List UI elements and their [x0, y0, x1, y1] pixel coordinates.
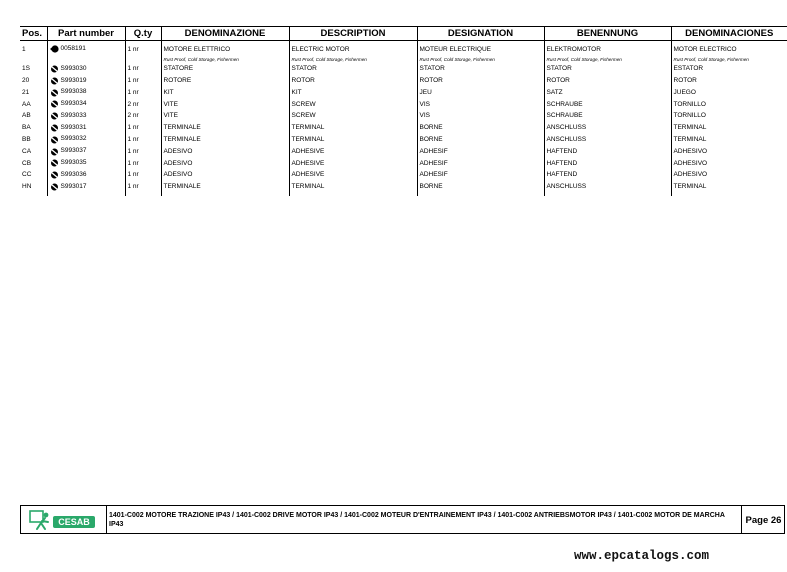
cell-description: SCREW	[289, 99, 417, 111]
cell-denominaciones: ROTOR	[671, 76, 787, 88]
cell-part-number[interactable]	[47, 76, 125, 88]
table-row[interactable]	[20, 111, 787, 123]
part-number-text: S993034	[60, 100, 87, 108]
header-description: DESCRIPTION	[289, 27, 417, 41]
cell-denominazione: VITE	[161, 99, 289, 111]
cell-denominazione: ROTORE	[161, 76, 289, 88]
document-title: 1401-C002 MOTORE TRAZIONE IP43 / 1401-C002 DRIVE MOTOR IP43 / 1401-C002 MOTEUR D'ENTRAINEMENT IP43 / 1401-C002 ANTRIEBSMOTOR IP43 / 1401-C002 MOTOR DE MARCHA IP43	[109, 512, 725, 528]
cell-part-number[interactable]	[47, 99, 125, 111]
cell-benennung: SCHRAUBE	[544, 111, 671, 123]
cell-denominazione: ADESIVO	[161, 170, 289, 182]
cell-benennung: ANSCHLUSS	[544, 182, 671, 194]
cell-denominazione: TERMINALE	[161, 134, 289, 146]
cell-denominaciones: ADHESIVO	[671, 146, 787, 158]
note-en: Rust Proof, Cold Storage, Fishermen	[289, 56, 417, 64]
cell-denominaciones: MOTOR ELECTRICO	[671, 44, 787, 56]
cell-qty: 1 nr	[125, 87, 161, 99]
cell-denominaciones: TERMINAL	[671, 134, 787, 146]
cell-part-number[interactable]	[47, 64, 125, 76]
watermark: www.epcatalogs.com	[574, 549, 710, 563]
cell-pos: 21	[22, 88, 30, 96]
header-designation: DESIGNATION	[417, 27, 544, 41]
cell-qty: 1 nr	[125, 64, 161, 76]
part-number-text: S993038	[60, 88, 87, 96]
split-circle-icon	[50, 65, 59, 73]
cell-benennung: ROTOR	[544, 76, 671, 88]
cell-pos: CC	[22, 171, 32, 179]
cell-denominazione: VITE	[161, 111, 289, 123]
table-row[interactable]	[20, 64, 787, 76]
table-row[interactable]	[20, 99, 787, 111]
cell-pos: BA	[22, 124, 31, 132]
cell-qty: 1 nr	[125, 170, 161, 182]
cell-denominazione: TERMINALE	[161, 182, 289, 194]
header-part-number: Part number	[47, 27, 125, 41]
part-number-text: S993033	[60, 111, 87, 119]
part-number-text: S993017	[60, 182, 87, 190]
cell-denominaciones: JUEGO	[671, 87, 787, 99]
cell-benennung: HAFTEND	[544, 158, 671, 170]
cell-qty: 1 nr	[125, 146, 161, 158]
split-circle-icon	[50, 159, 59, 167]
split-circle-icon	[50, 171, 59, 179]
part-number-text: S993019	[60, 76, 87, 84]
cell-qty: 1 nr	[125, 134, 161, 146]
note-es: Rust Proof, Cold Storage, Fishermen	[671, 56, 787, 64]
cell-pos: HN	[22, 183, 32, 191]
cesab-figure-icon	[29, 509, 51, 531]
cell-benennung: HAFTEND	[544, 146, 671, 158]
cell-part-number[interactable]	[47, 123, 125, 135]
cell-description: SCREW	[289, 111, 417, 123]
cell-description: ROTOR	[289, 76, 417, 88]
part-number-text: S993037	[60, 147, 87, 155]
page-box	[741, 506, 785, 533]
cell-designation: JEU	[417, 87, 544, 99]
note-it: Rust Proof, Cold Storage, Fishermen	[161, 56, 289, 64]
cell-benennung: ANSCHLUSS	[544, 123, 671, 135]
part-number-text: S993030	[60, 64, 87, 72]
split-circle-icon	[50, 136, 59, 144]
part-number-text: 0058191	[60, 45, 86, 52]
cell-benennung: SATZ	[544, 87, 671, 99]
parts-table	[20, 26, 787, 196]
cell-pos: BB	[22, 136, 31, 143]
cell-qty: 1 nr	[125, 44, 161, 56]
cell-pos: 1	[22, 45, 26, 53]
cell-pos: 20	[22, 77, 30, 85]
table-row[interactable]	[20, 134, 787, 146]
cell-denominaciones: TERMINAL	[671, 182, 787, 194]
cell-pos: CA	[22, 147, 32, 155]
split-circle-icon	[50, 112, 59, 120]
cell-designation: BORNE	[417, 123, 544, 135]
cell-description: ADHESIVE	[289, 158, 417, 170]
cell-description: STATOR	[289, 64, 417, 76]
cell-denominaciones: ADHESIVO	[671, 170, 787, 182]
cell-pos: CB	[22, 159, 32, 167]
cell-description: TERMINAL	[289, 123, 417, 135]
cell-benennung: ANSCHLUSS	[544, 134, 671, 146]
header-benennung: BENENNUNG	[544, 27, 671, 41]
page-footer	[20, 505, 785, 534]
split-circle-icon	[50, 89, 59, 97]
cell-description: ADHESIVE	[289, 146, 417, 158]
cell-description: TERMINAL	[289, 134, 417, 146]
cell-pos: AA	[22, 100, 31, 108]
cell-denominazione: ADESIVO	[161, 158, 289, 170]
cell-part-number[interactable]	[47, 182, 125, 194]
cell-denominazione: MOTORE ELETTRICO	[161, 44, 289, 56]
cell-designation: MOTEUR ELECTRIQUE	[417, 44, 544, 56]
note-fr: Rust Proof, Cold Storage, Fishermen	[417, 56, 544, 64]
table-row[interactable]	[20, 123, 787, 135]
cell-designation: BORNE	[417, 182, 544, 194]
filled-circle-arrow-icon	[50, 45, 59, 53]
table-row-main[interactable]	[20, 44, 787, 56]
cell-pos: 1S	[22, 65, 30, 73]
cell-part-number[interactable]	[47, 87, 125, 99]
cell-benennung: HAFTEND	[544, 170, 671, 182]
part-number-text: S993031	[60, 123, 87, 131]
cell-denominazione: KIT	[161, 87, 289, 99]
cell-designation: ROTOR	[417, 76, 544, 88]
split-circle-icon	[50, 124, 59, 132]
cell-denominaciones: ADHESIVO	[671, 158, 787, 170]
table-row[interactable]	[20, 158, 787, 170]
cell-benennung: STATOR	[544, 64, 671, 76]
cell-denominazione: STATORE	[161, 64, 289, 76]
part-number-text: S993036	[60, 170, 87, 178]
cell-description: ADHESIVE	[289, 170, 417, 182]
table-row[interactable]	[20, 182, 787, 194]
cell-part-number[interactable]	[47, 134, 125, 146]
cell-part-number[interactable]	[47, 111, 125, 123]
page-number: Page 26	[745, 515, 782, 526]
cell-designation: BORNE	[417, 134, 544, 146]
cell-designation: VIS	[417, 111, 544, 123]
cell-denominaciones: TORNILLO	[671, 99, 787, 111]
cell-description: ELECTRIC MOTOR	[289, 44, 417, 56]
cell-denominazione: ADESIVO	[161, 146, 289, 158]
split-circle-icon	[50, 100, 59, 108]
cell-denominaciones: TERMINAL	[671, 123, 787, 135]
table-row[interactable]	[20, 146, 787, 158]
table-row[interactable]	[20, 76, 787, 88]
table-header-row	[20, 27, 787, 41]
table-row-note	[20, 56, 787, 64]
cell-qty: 1 nr	[125, 158, 161, 170]
cell-description: TERMINAL	[289, 182, 417, 194]
table-row[interactable]	[20, 87, 787, 99]
cell-qty: 1 nr	[125, 123, 161, 135]
split-circle-icon	[50, 148, 59, 156]
cell-benennung: SCHRAUBE	[544, 99, 671, 111]
header-qty: Q.ty	[125, 27, 161, 41]
header-denominazione: DENOMINAZIONE	[161, 27, 289, 41]
logo-text: CESAB	[53, 516, 95, 528]
cell-qty: 1 nr	[125, 182, 161, 194]
split-circle-icon	[50, 77, 59, 85]
header-pos: Pos.	[20, 27, 47, 41]
cell-qty: 2 nr	[125, 99, 161, 111]
split-circle-icon	[50, 183, 59, 191]
header-denominaciones: DENOMINACIONES	[671, 27, 787, 41]
part-number-text: S993035	[60, 159, 87, 167]
cell-part-number[interactable]	[47, 158, 125, 170]
note-de: Rust Proof, Cold Storage, Fishermen	[544, 56, 671, 64]
cell-benennung: ELEKTROMOTOR	[544, 44, 671, 56]
cell-designation: VIS	[417, 99, 544, 111]
cell-designation: ADHESIF	[417, 158, 544, 170]
table-row[interactable]	[20, 170, 787, 182]
cell-pos: AB	[22, 112, 31, 120]
cell-part-number[interactable]	[47, 44, 125, 56]
cell-part-number[interactable]	[47, 170, 125, 182]
cell-denominazione: TERMINALE	[161, 123, 289, 135]
cell-designation: ADHESIF	[417, 170, 544, 182]
cell-designation: STATOR	[417, 64, 544, 76]
part-number-text: S993032	[60, 135, 87, 143]
cell-designation: ADHESIF	[417, 146, 544, 158]
cell-qty: 2 nr	[125, 111, 161, 123]
cell-part-number[interactable]	[47, 146, 125, 158]
cell-description: KIT	[289, 87, 417, 99]
cell-denominaciones: TORNILLO	[671, 111, 787, 123]
cell-qty: 1 nr	[125, 76, 161, 88]
logo	[21, 506, 107, 533]
cell-denominaciones: ESTATOR	[671, 64, 787, 76]
